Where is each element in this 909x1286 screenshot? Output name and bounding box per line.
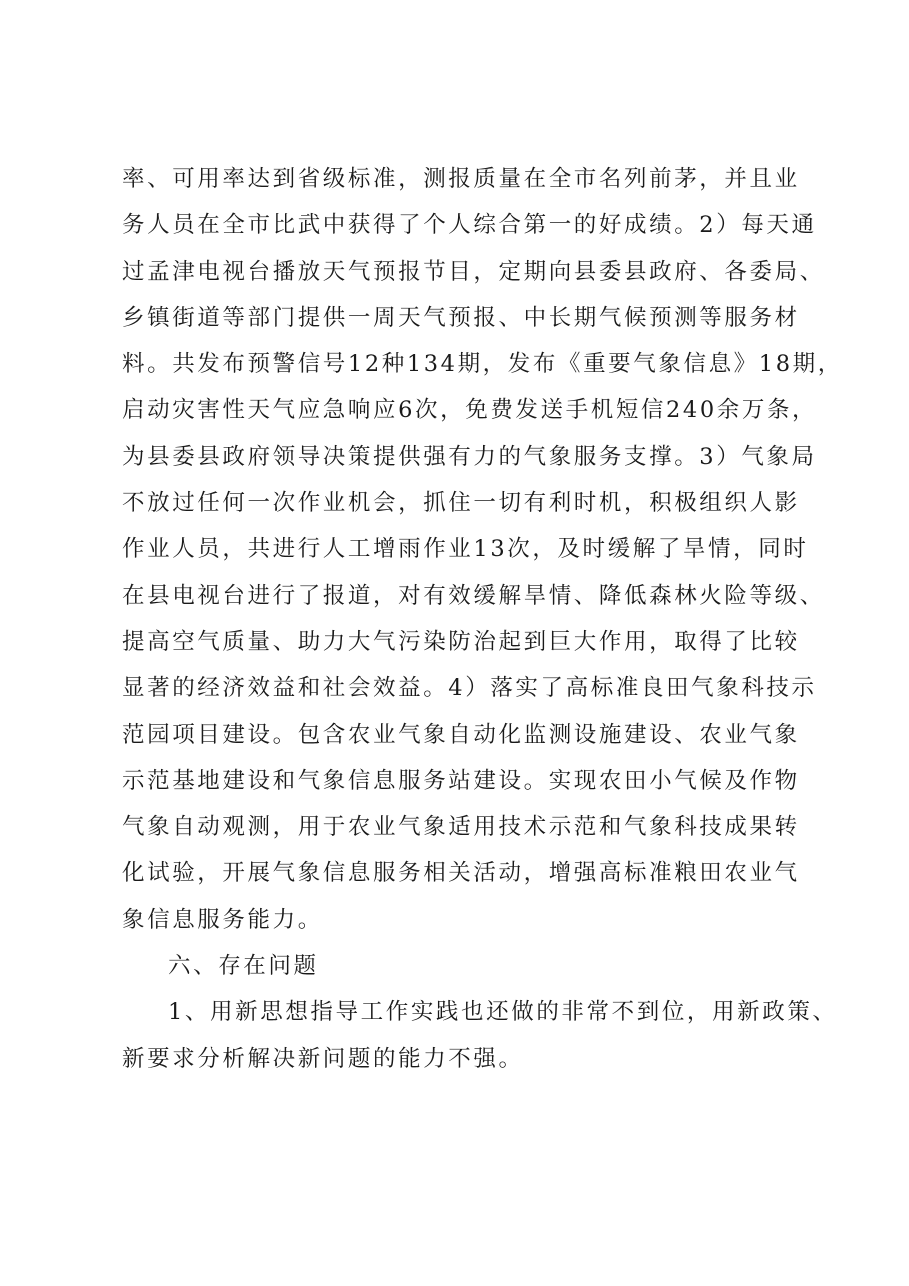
body-line: 气象自动观测，用于农业气象适用技术示范和气象科技成果转 bbox=[122, 814, 800, 841]
body-line: 启动灾害性天气应急响应6次，免费发送手机短信240余万条， bbox=[122, 397, 818, 424]
body-line: 显著的经济效益和社会效益。4）落实了高标准良田气象科技示 bbox=[122, 675, 817, 702]
body-line: 务人员在全市比武中获得了个人综合第一的好成绩。2）每天通 bbox=[122, 212, 817, 239]
body-line: 过孟津电视台播放天气预报节目，定期向县委县政府、各委局、 bbox=[122, 258, 825, 285]
body-line: 在县电视台进行了报道，对有效缓解旱情、降低森林火险等级、 bbox=[122, 582, 825, 609]
body-line: 提高空气质量、助力大气污染防治起到巨大作用，取得了比较 bbox=[122, 628, 800, 655]
section-heading: 六、存在问题 bbox=[168, 953, 319, 980]
body-line: 不放过任何一次作业机会，抓住一切有利时机，积极组织人影 bbox=[122, 490, 800, 517]
body-line: 作业人员，共进行人工增雨作业13次，及时缓解了旱情，同时 bbox=[122, 536, 809, 563]
body-line: 乡镇街道等部门提供一周天气预报、中长期气候预测等服务材 bbox=[122, 304, 800, 331]
body-line: 率、可用率达到省级标准，测报质量在全市名列前茅，并且业 bbox=[122, 166, 800, 192]
body-line: 示范基地建设和气象信息服务站建设。实现农田小气候及作物 bbox=[122, 767, 800, 794]
document-text bbox=[122, 156, 843, 1082]
list-item-line: 1、用新思想指导工作实践也还做的非常不到位，用新政策、 bbox=[168, 999, 838, 1026]
list-item-line: 新要求分析解决新问题的能力不强。 bbox=[122, 1045, 524, 1072]
body-line: 范园项目建设。包含农业气象自动化监测设施建设、农业气象 bbox=[122, 721, 800, 748]
body-line: 为县委县政府领导决策提供强有力的气象服务支撑。3）气象局 bbox=[122, 443, 817, 470]
body-line: 象信息服务能力。 bbox=[122, 906, 323, 933]
body-line: 化试验，开展气象信息服务相关活动，增强高标准粮田农业气 bbox=[122, 860, 800, 887]
body-line: 料。共发布预警信号12种134期，发布《重要气象信息》18期， bbox=[122, 351, 843, 378]
